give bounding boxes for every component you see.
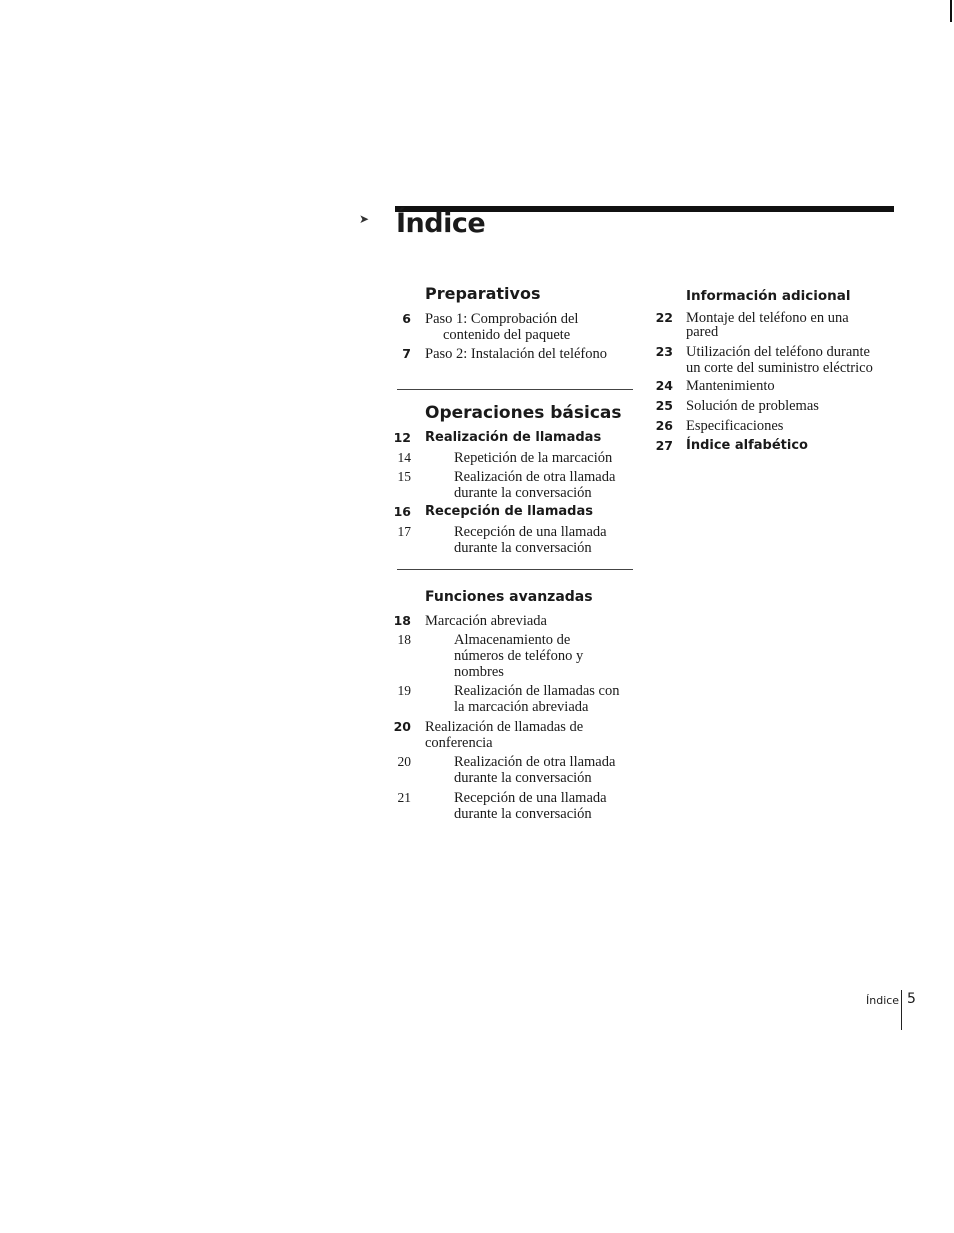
page-number: 5	[907, 991, 916, 1007]
arrow-icon: ➤	[359, 212, 370, 226]
section-heading-preparativos: Preparativos	[425, 284, 541, 303]
toc-entry: Utilización del teléfono durante	[686, 344, 870, 360]
toc-entry-cont: durante la conversación	[454, 806, 592, 822]
toc-page: 23	[655, 344, 673, 359]
toc-entry-cont: durante la conversación	[454, 485, 592, 501]
toc-page: 16	[393, 504, 411, 519]
toc-entry: Índice alfabético	[686, 438, 808, 453]
toc-entry-cont: conferencia	[425, 735, 493, 751]
toc-entry: Repetición de la marcación	[454, 450, 613, 466]
toc-entry: Mantenimiento	[686, 378, 775, 394]
toc-page: 18	[393, 613, 411, 628]
toc-page: 22	[655, 310, 673, 325]
toc-entry: Marcación abreviada	[425, 613, 547, 629]
subsection-heading: Recepción de llamadas	[425, 504, 593, 519]
toc-page: 15	[397, 469, 411, 484]
toc-entry: Realización de llamadas con	[454, 683, 620, 699]
toc-page: 27	[655, 438, 673, 453]
toc-entry: Realización de llamadas de	[425, 719, 584, 735]
section-heading-informacion: Información adicional	[686, 288, 851, 304]
toc-page: 17	[397, 524, 411, 539]
subsection-heading: Realización de llamadas	[425, 430, 602, 445]
toc-entry-cont: números de teléfono y	[454, 648, 584, 664]
page-title: Índice	[396, 208, 486, 239]
toc-entry: Realización de otra llamada	[454, 469, 616, 485]
toc-entry: Solución de problemas	[686, 398, 819, 414]
toc-page: 25	[655, 398, 673, 413]
toc-entry: Paso 2: Instalación del teléfono	[425, 346, 608, 362]
toc-page: 24	[655, 378, 673, 393]
toc-page: 6	[402, 311, 411, 326]
section-heading-funciones: Funciones avanzadas	[425, 589, 593, 605]
toc-entry-cont: la marcación abreviada	[454, 699, 589, 715]
toc-entry: Paso 1: Comprobación del	[425, 311, 579, 327]
toc-page: 26	[655, 418, 673, 433]
toc-entry: Especificaciones	[686, 418, 784, 434]
toc-entry-cont: nombres	[454, 664, 504, 680]
toc-entry-cont: pared	[686, 324, 719, 340]
section-divider	[397, 389, 633, 390]
toc-page: 12	[393, 430, 411, 445]
toc-page: 21	[397, 790, 411, 805]
toc-page: 19	[397, 683, 411, 698]
toc-entry: Realización de otra llamada	[454, 754, 616, 770]
edge-mark	[950, 0, 952, 22]
footer-label: Índice	[866, 994, 900, 1007]
toc-page: 20	[397, 754, 411, 769]
toc-entry-cont: contenido del paquete	[443, 327, 571, 343]
toc-entry: Montaje del teléfono en una	[686, 310, 849, 326]
toc-entry-cont: un corte del suministro eléctrico	[686, 360, 873, 376]
footer-divider	[901, 990, 902, 1030]
toc-page: 14	[397, 450, 411, 465]
toc-entry: Almacenamiento de	[454, 632, 571, 648]
toc-page: 18	[397, 632, 411, 647]
section-divider	[397, 569, 633, 570]
toc-entry-cont: durante la conversación	[454, 770, 592, 786]
toc-entry-cont: durante la conversación	[454, 540, 592, 556]
toc-page: 20	[393, 719, 411, 734]
toc-entry: Recepción de una llamada	[454, 524, 607, 540]
section-heading-operaciones: Operaciones básicas	[425, 403, 622, 423]
toc-entry: Recepción de una llamada	[454, 790, 607, 806]
toc-page: 7	[402, 346, 411, 361]
